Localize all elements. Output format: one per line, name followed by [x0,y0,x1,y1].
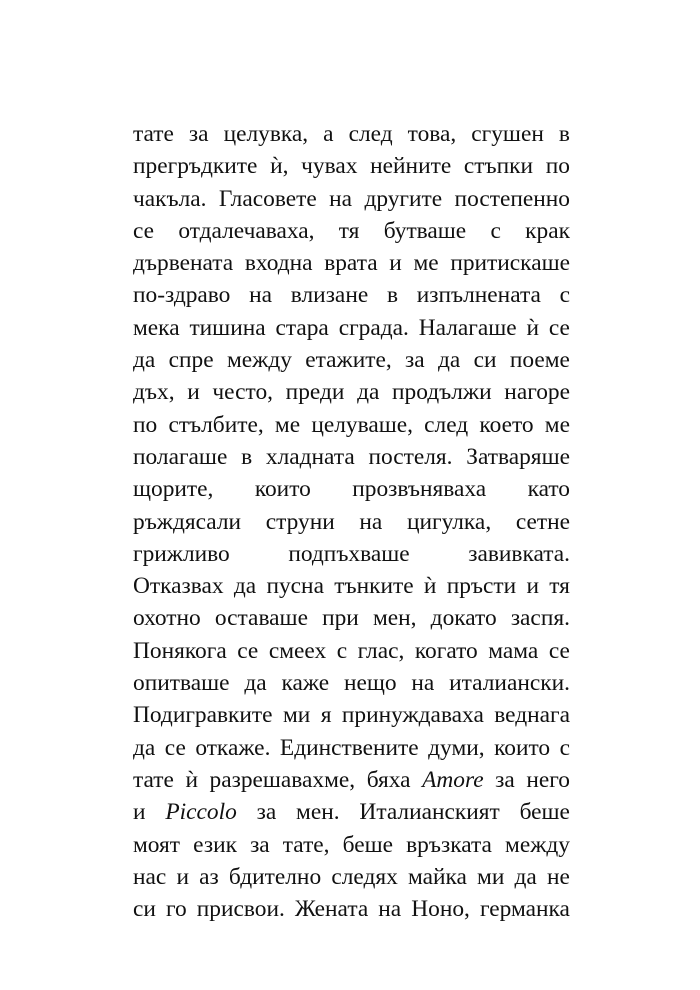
word: да [233,573,257,600]
word: сетне [515,508,570,535]
word: мен, [372,605,417,632]
word: нагоре [504,379,570,406]
word: с [336,637,348,664]
word: и [187,379,200,406]
text-line [133,118,570,150]
word: по [133,411,158,438]
word: нас [133,863,167,890]
word: ми [477,863,505,890]
word: беше [519,799,570,826]
word: за [250,831,270,858]
word: се [164,734,186,761]
word: прозвъняваха [352,476,487,503]
word: врата [324,250,378,277]
word: го [165,896,187,923]
word: моят [133,831,181,858]
word: сгушен [471,121,544,147]
text-line [133,247,570,279]
text-line [133,667,570,699]
word: с [559,734,570,761]
word: откаже. [195,734,271,761]
word: ѝ [185,766,198,793]
word: и [389,250,402,277]
word: нещо [343,670,397,697]
text-line [133,829,570,861]
text-line [133,473,570,505]
word: Ноно, [411,896,470,923]
word: бяха [366,766,411,793]
word: чакъла. [133,185,207,212]
word: докато [430,605,497,632]
word: след [348,121,393,147]
text-line [133,183,570,215]
word: по [545,153,570,180]
word: глас, [357,637,405,664]
word: спре [168,347,214,374]
word: на [359,508,383,535]
text-line [133,409,570,441]
word: майка [407,863,467,890]
word: тате, [282,831,330,858]
word: мама [488,637,539,664]
word: щорите, [133,476,214,503]
word: се [133,217,155,244]
word: постепенно [454,185,570,212]
word: ръждясали [133,508,242,535]
word: изпълнената [416,282,541,309]
word: ѝ [526,314,540,341]
text-line [133,279,570,311]
word: Жената [294,896,369,923]
text-line [133,312,570,344]
word: като [527,476,570,503]
word: което [479,411,534,438]
word: етажите, [305,347,392,374]
word: Понякога [133,637,227,664]
word: след [424,411,469,438]
word: Гласовете [218,185,317,212]
word: пусна [266,573,324,600]
word: смеех [268,637,327,664]
italic-word: Amore [422,766,484,793]
word: входна [244,250,313,277]
word: се [548,637,570,664]
word: отдалечаваха, [178,217,315,244]
word: да [133,734,156,761]
word: постеля. [368,443,453,470]
word: на [411,670,435,697]
text-line [133,602,570,634]
word: и [176,863,189,890]
word: между [505,831,570,858]
word: по-здраво [133,282,231,309]
word: преди [285,379,345,406]
word: в [558,121,570,147]
word: тя [549,573,570,600]
word: хладната [265,443,355,470]
word: тате [133,766,174,793]
word: грижливо [133,540,230,567]
word: поеме [509,347,570,374]
word: ѝ, [270,153,289,180]
word: това, [407,121,457,147]
word: думи, [428,734,485,761]
word: между [226,347,292,374]
word: се [548,314,570,341]
word: с [559,282,570,309]
word: стъпки [463,153,534,180]
word: завивката. [468,540,570,567]
word: другите [364,185,443,212]
word: да [437,347,461,374]
word: ме [413,250,439,277]
word: бдително [228,863,322,890]
text-line [133,215,570,247]
text-line [133,764,570,796]
word: крак [525,217,570,244]
text-line [133,376,570,408]
word: ми [282,702,311,729]
word: на [378,896,402,923]
word: следях [331,863,398,890]
word: често, [212,379,273,406]
italic-word: Piccolo [165,799,237,826]
word: Единствените [279,734,419,761]
word: целувка, [223,121,309,147]
word: се [237,637,259,664]
text-line [133,344,570,376]
word: принуждаваха [341,702,484,729]
text-line [133,699,570,731]
word: италиански. [449,670,570,697]
word: с [490,217,501,244]
word: стълбите, [168,411,264,438]
word: него [526,766,570,793]
text-line [133,150,570,182]
word: на [249,282,273,309]
word: когато [414,637,478,664]
word: които [254,476,311,503]
word: Отказвах [133,573,224,600]
word: при [322,605,359,632]
word: в [241,443,253,470]
word: тишина [189,314,266,341]
word: за [256,799,277,826]
word: притискаше [450,250,570,277]
word: охотно [133,605,201,632]
word: мен. [296,799,340,826]
word: аз [199,863,219,890]
word: продължи [392,379,492,406]
word: целуваше, [311,411,413,438]
word: тънките [334,573,414,600]
text-line [133,732,570,764]
word: за [188,121,209,147]
word: на [329,185,353,212]
text-line [133,796,570,828]
word: Налагаше [418,314,517,341]
word: германка [479,896,570,923]
text-line [133,506,570,538]
word: опитваше [133,670,230,697]
word: език [193,831,237,858]
text-line [133,570,570,602]
word: да [514,863,537,890]
text-line [133,861,570,893]
word: Подигравките [133,702,273,729]
body-text [133,118,570,925]
word: присвои. [196,896,285,923]
word: си [133,896,156,923]
word: тате [133,121,174,147]
word: прегръдките [133,153,258,180]
word: а [323,121,334,147]
word: връзката [406,831,492,858]
word: не [546,863,570,890]
word: каже [281,670,330,697]
word: струни [265,508,335,535]
word: беше [342,831,394,858]
word: веднага [494,702,570,729]
word: да [244,670,267,697]
word: подпъхваше [288,540,410,567]
word: Италианският [359,799,500,826]
word: ѝ [423,573,437,600]
word: в [386,282,398,309]
word: оставаше [214,605,308,632]
word: си [473,347,497,374]
word: тя [338,217,360,244]
word: нейните [370,153,452,180]
word: полагаше [133,443,228,470]
word: и [526,573,539,600]
word: влизане [290,282,369,309]
word: заспя. [510,605,570,632]
word: които [494,734,551,761]
word: дървената [133,250,234,277]
text-line [133,893,570,925]
word: за [495,766,515,793]
word: пръсти [446,573,517,600]
word: дъх, [133,379,175,406]
text-line [133,441,570,473]
word: сграда. [338,314,409,341]
text-line [133,538,570,570]
word: мека [133,314,180,341]
word: за [405,347,425,374]
word: и [133,799,146,826]
text-line [133,635,570,667]
word: цигулка, [406,508,492,535]
word: да [133,347,156,374]
word: чувах [301,153,358,180]
word: я [320,702,332,729]
word: Затваряше [466,443,570,470]
word: стара [275,314,329,341]
word: бутваше [383,217,467,244]
word: разрешавахме, [209,766,356,793]
word: ме [274,411,301,438]
word: да [357,379,380,406]
word: ме [544,411,570,438]
